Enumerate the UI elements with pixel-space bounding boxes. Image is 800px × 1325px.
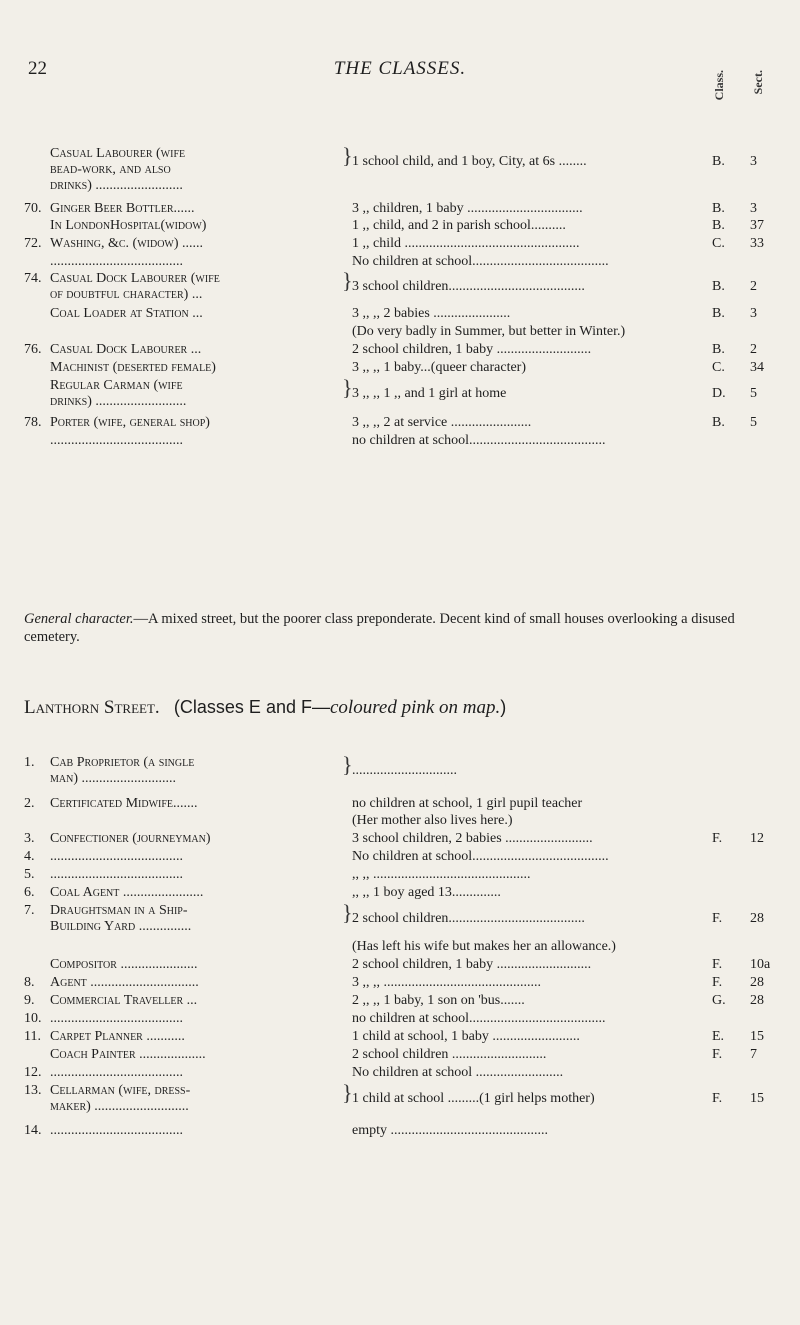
- family-details: ,, ,, 1 boy aged 13..............: [352, 885, 501, 900]
- family-details: No children at school.......................................: [352, 849, 609, 864]
- section-number: 37: [750, 218, 764, 233]
- class-code: B.: [712, 415, 725, 430]
- entry-number: 12.: [24, 1065, 42, 1080]
- family-details: No children at school .........................: [352, 1065, 564, 1080]
- occupation: Coal Agent .......................: [50, 885, 204, 900]
- occupation: Compositor ......................: [50, 957, 198, 972]
- occupation: Regular Carman (wife: [50, 378, 183, 393]
- occupation: ......................................: [50, 433, 183, 448]
- column-head-sect: Sect.: [751, 70, 765, 95]
- class-code: B.: [712, 154, 725, 169]
- section-number: 2: [750, 279, 757, 294]
- occupation: ......................................: [50, 849, 183, 864]
- general-character: [24, 610, 776, 646]
- occupation: maker) ...........................: [50, 1099, 189, 1114]
- occupation: Certificated Midwife.......: [50, 796, 198, 811]
- section-number: 3: [750, 154, 757, 169]
- class-code: F.: [712, 911, 723, 926]
- entry-number: 4.: [24, 849, 35, 864]
- page-number: 22: [28, 58, 47, 79]
- family-details: no children at school.......................................: [352, 1011, 606, 1026]
- occupation: Casual Dock Labourer (wife: [50, 271, 220, 286]
- occupation: of doubtful character) ...: [50, 287, 203, 302]
- section-number: 7: [750, 1047, 757, 1062]
- class-code: E.: [712, 1029, 725, 1044]
- occupation: ......................................: [50, 867, 183, 882]
- family-details: no children at school, 1 girl pupil teacher: [352, 796, 583, 811]
- family-details: No children at school.......................................: [352, 254, 609, 269]
- brace-glyph: }: [342, 375, 353, 400]
- street-heading: [24, 697, 506, 719]
- family-details: 3 ,, ,, 2 babies ......................: [352, 306, 511, 321]
- entry-number: 70.: [24, 201, 42, 216]
- class-code: C.: [712, 360, 725, 375]
- occupation: Confectioner (journeyman): [50, 831, 211, 846]
- family-details: (Do very badly in Summer, but better in Winter.): [352, 324, 626, 339]
- occupation: ......................................: [50, 1065, 183, 1080]
- section-number: 2: [750, 342, 757, 357]
- occupation: Porter (wife, general shop): [50, 415, 210, 430]
- occupation: ......................................: [50, 1011, 183, 1026]
- brace-glyph: }: [342, 1080, 353, 1105]
- family-details: 1 child at school, 1 baby .........................: [352, 1029, 580, 1044]
- family-details: 3 school children, 2 babies .........................: [352, 831, 593, 846]
- class-code: B.: [712, 218, 725, 233]
- entry-number: 10.: [24, 1011, 42, 1026]
- occupation: Building Yard ...............: [50, 919, 192, 934]
- street-classes: (Classes E and F—: [173, 697, 330, 717]
- section-number: 34: [750, 360, 764, 375]
- occupation: drinks) .........................: [50, 178, 183, 193]
- family-details: no children at school.......................................: [352, 433, 606, 448]
- entry-number: 13.: [24, 1083, 42, 1098]
- section-number: 5: [750, 415, 757, 430]
- family-details: 2 school children, 1 baby ...........................: [352, 957, 592, 972]
- occupation: Machinist (deserted female): [50, 360, 216, 375]
- section-number: 12: [750, 831, 764, 846]
- section-number: 33: [750, 236, 764, 251]
- section-number: 28: [750, 911, 764, 926]
- family-details: (Has left his wife but makes her an allowance.): [352, 939, 616, 954]
- occupation: man) ...........................: [50, 771, 176, 786]
- family-details: 2 school children.......................................: [352, 911, 585, 926]
- occupation: Casual Dock Labourer ...: [50, 342, 202, 357]
- family-details: 1 ,, child, and 2 in parish school..........: [352, 218, 566, 233]
- street-close: ): [500, 697, 507, 717]
- entry-number: 1.: [24, 755, 35, 770]
- occupation: In LondonHospital(widow): [50, 218, 207, 233]
- class-code: F.: [712, 831, 723, 846]
- class-code: F.: [712, 1047, 723, 1062]
- general-character-text: —A mixed street, but the poorer class preponderate. Decent kind of small houses overlooking a disused cemetery.: [24, 611, 735, 645]
- class-code: G.: [712, 993, 726, 1008]
- family-details: empty .............................................: [352, 1123, 548, 1138]
- entry-number: 11.: [24, 1029, 41, 1044]
- family-details: ,, ,, .............................................: [352, 867, 531, 882]
- entry-number: 5.: [24, 867, 35, 882]
- occupation: drinks) ..........................: [50, 394, 187, 409]
- class-code: F.: [712, 975, 723, 990]
- column-head-class: Class.: [712, 70, 726, 101]
- family-details: (Her mother also lives here.): [352, 813, 513, 828]
- family-details: 3 ,, ,, 1 baby...(queer character): [352, 360, 527, 375]
- class-code: B.: [712, 201, 725, 216]
- family-details: 2 ,, ,, 1 baby, 1 son on 'bus.......: [352, 993, 525, 1008]
- entry-number: 14.: [24, 1123, 42, 1138]
- brace-glyph: }: [342, 900, 353, 925]
- entry-number: 3.: [24, 831, 35, 846]
- family-details: 3 ,, ,, .............................................: [352, 975, 541, 990]
- entry-number: 72.: [24, 236, 42, 251]
- running-title: THE CLASSES.: [333, 58, 467, 79]
- family-details: 3 ,, ,, 2 at service .......................: [352, 415, 532, 430]
- occupation: Draughtsman in a Ship-: [50, 903, 188, 918]
- section-number: 15: [750, 1029, 764, 1044]
- class-code: B.: [712, 342, 725, 357]
- class-code: D.: [712, 386, 726, 401]
- section-number: 3: [750, 306, 757, 321]
- occupation: ......................................: [50, 1123, 183, 1138]
- occupation: Washing, &c. (widow) ......: [50, 236, 204, 251]
- family-details: 2 school children ...........................: [352, 1047, 547, 1062]
- class-code: F.: [712, 1091, 723, 1106]
- occupation: ......................................: [50, 254, 183, 269]
- class-code: B.: [712, 306, 725, 321]
- street-colour-note: coloured pink on map.: [329, 697, 501, 718]
- general-character-label: General character.: [24, 611, 134, 627]
- entry-number: 78.: [24, 415, 42, 430]
- brace-glyph: }: [342, 143, 353, 168]
- occupation: Agent ...............................: [50, 975, 199, 990]
- family-details: ..............................: [352, 763, 457, 778]
- entry-number: 6.: [24, 885, 35, 900]
- occupation: Carpet Planner ...........: [50, 1029, 185, 1044]
- family-details: 3 ,, children, 1 baby .................................: [352, 201, 583, 216]
- occupation: Coach Painter ...................: [50, 1047, 206, 1062]
- entry-number: 76.: [24, 342, 42, 357]
- family-details: 1 ,, child ..................................................: [352, 236, 580, 251]
- occupation: Casual Labourer (wife: [50, 146, 186, 161]
- occupation: Commercial Traveller ...: [50, 993, 198, 1008]
- brace-glyph: }: [342, 752, 353, 777]
- section-number: 28: [750, 975, 764, 990]
- class-code: F.: [712, 957, 723, 972]
- section-number: 28: [750, 993, 764, 1008]
- family-details: 3 ,, ,, 1 ,, and 1 girl at home: [352, 386, 507, 401]
- street-name: Lanthorn Street.: [24, 697, 160, 718]
- entry-number: 74.: [24, 271, 42, 286]
- brace-glyph: }: [342, 268, 353, 293]
- family-details: 3 school children.......................................: [352, 279, 585, 294]
- entry-number: 8.: [24, 975, 35, 990]
- entry-number: 7.: [24, 903, 35, 918]
- entry-number: 2.: [24, 796, 35, 811]
- family-details: 1 child at school .........(1 girl helps mother): [352, 1091, 595, 1106]
- section-number: 5: [750, 386, 757, 401]
- class-code: C.: [712, 236, 725, 251]
- class-code: B.: [712, 279, 725, 294]
- section-number: 10a: [750, 957, 771, 972]
- section-number: 15: [750, 1091, 764, 1106]
- occupation: bead-work, and also: [50, 162, 171, 177]
- occupation: Cab Proprietor (a single: [50, 755, 195, 770]
- occupation: Ginger Beer Bottler......: [50, 201, 195, 216]
- occupation: Cellarman (wife, dress-: [50, 1083, 191, 1098]
- family-details: 1 school child, and 1 boy, City, at 6s ........: [352, 154, 587, 169]
- occupation: Coal Loader at Station ...: [50, 306, 203, 321]
- family-details: 2 school children, 1 baby ...........................: [352, 342, 592, 357]
- section-number: 3: [750, 201, 757, 216]
- entry-number: 9.: [24, 993, 35, 1008]
